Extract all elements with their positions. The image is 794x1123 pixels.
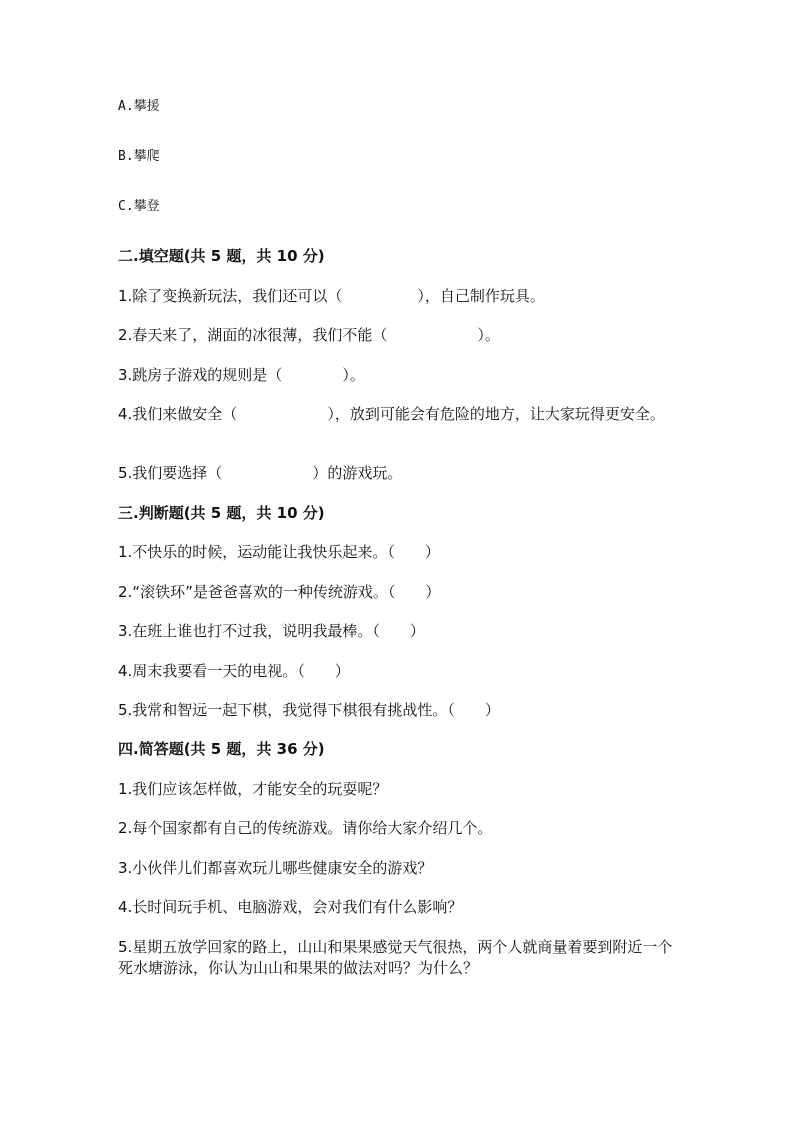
option-c: C.攀登 <box>118 199 160 214</box>
option-b: B.攀爬 <box>118 149 160 164</box>
fill-blank-question: 3.跳房子游戏的规则是（ ）。 <box>118 366 365 384</box>
short-answer-question: 2.每个国家都有自己的传统游戏。请你给大家介绍几个。 <box>118 819 493 837</box>
true-false-question: 1.不快乐的时候，运动能让我快乐起来。（ ） <box>118 543 440 561</box>
section-fill-blank-title: 二.填空题(共 5 题，共 10 分) <box>118 247 325 265</box>
true-false-question: 5.我常和智远一起下棋，我觉得下棋很有挑战性。（ ） <box>118 701 500 719</box>
true-false-question: 4.周末我要看一天的电视。（ ） <box>118 662 350 680</box>
fill-blank-question: 1.除了变换新玩法，我们还可以（ ），自己制作玩具。 <box>118 287 545 305</box>
section-short-answer-title: 四.简答题(共 5 题，共 36 分) <box>118 740 325 758</box>
true-false-question: 3.在班上谁也打不过我，说明我最棒。（ ） <box>118 622 425 640</box>
short-answer-question: 5.星期五放学回家的路上，山山和果果感觉天气很热，两个人就商量着要到附近一个死水塘游泳，你认为山山和果果的做法对吗？为什么？ <box>118 938 673 977</box>
short-answer-question: 4.长时间玩手机、电脑游戏，会对我们有什么影响？ <box>118 898 463 916</box>
short-answer-question: 1.我们应该怎样做，才能安全的玩耍呢？ <box>118 780 388 798</box>
true-false-question: 2.“滚铁环”是爸爸喜欢的一种传统游戏。（ ） <box>118 583 441 601</box>
fill-blank-question: 4.我们来做安全（ ），放到可能会有危险的地方，让大家玩得更安全。 <box>118 405 665 423</box>
fill-blank-question: 2.春天来了，湖面的冰很薄，我们不能（ ）。 <box>118 326 500 344</box>
short-answer-question: 3.小伙伴儿们都喜欢玩儿哪些健康安全的游戏？ <box>118 859 433 877</box>
fill-blank-question: 5.我们要选择（ ）的游戏玩。 <box>118 464 403 482</box>
option-a: A.攀援 <box>118 99 160 114</box>
section-true-false-title: 三.判断题(共 5 题，共 10 分) <box>118 504 325 522</box>
